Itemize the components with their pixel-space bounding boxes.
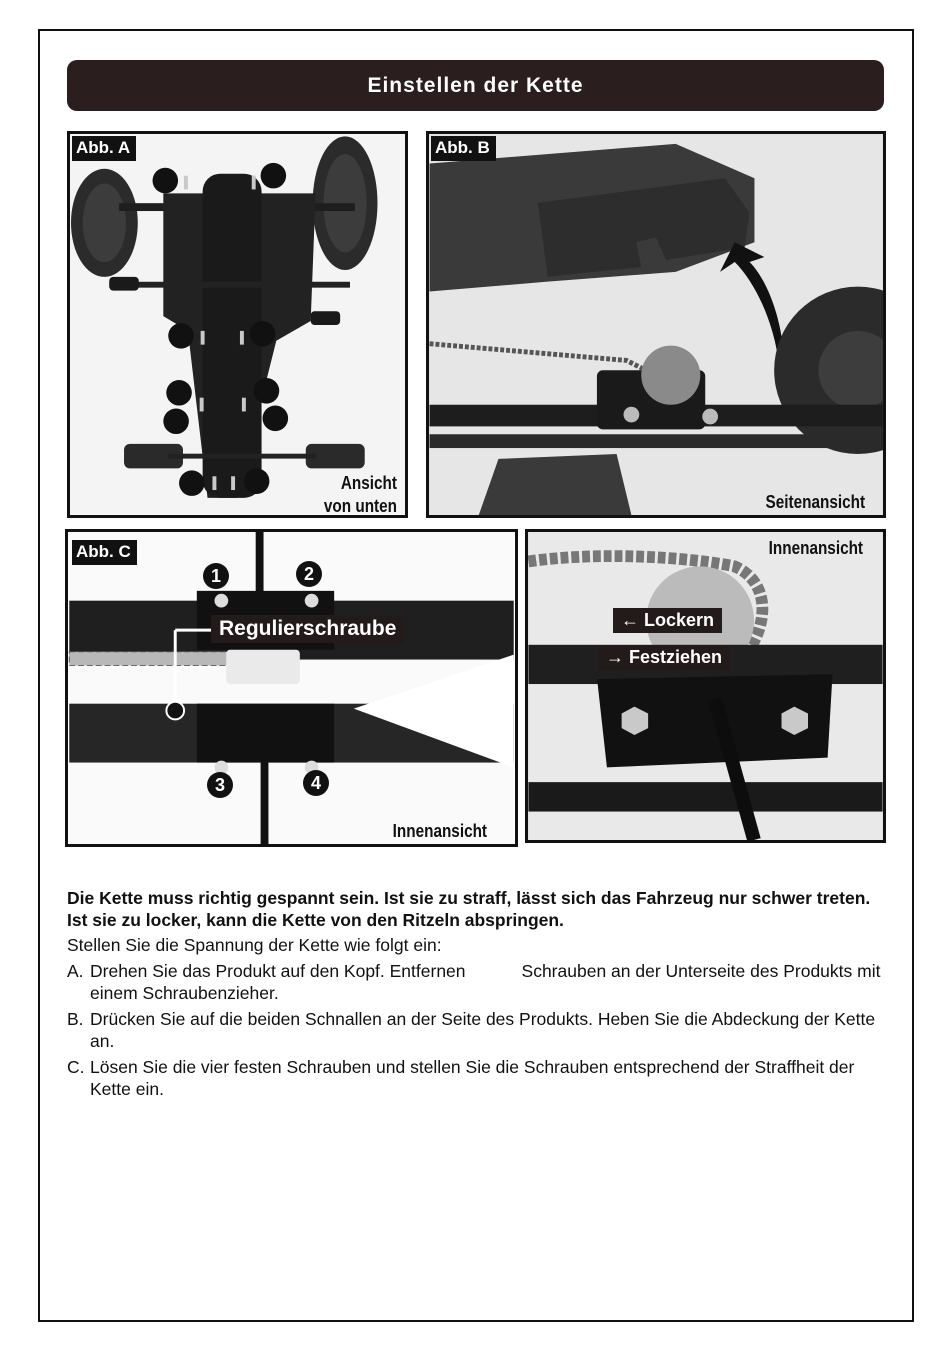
- figure-a-tag: Abb. A: [72, 136, 136, 161]
- figure-c-illustration: [68, 532, 515, 844]
- step-b-text: Drücken Sie auf die beiden Schnallen an der Seite des Produkts. Heben Sie die Abdeckung der Kette an.: [90, 1009, 876, 1051]
- tighten-text: Festziehen: [629, 647, 723, 667]
- step-a-text: [90, 960, 887, 1004]
- step-a-letter: A.: [67, 961, 84, 981]
- instructions: [67, 887, 887, 1100]
- figure-c-caption: Innenansicht: [392, 821, 487, 841]
- figure-b-caption: Seitenansicht: [765, 492, 865, 512]
- step-c-text: Lösen Sie die vier festen Schrauben und stellen Sie die Schrauben entsprechend der Straffheit der Kette ein.: [90, 1057, 855, 1099]
- lead-paragraph: Stellen Sie die Spannung der Kette wie folgt ein:: [67, 935, 442, 955]
- figure-a-caption-line1: Ansicht: [340, 473, 397, 493]
- loosen-label: [613, 608, 722, 633]
- section-title: [67, 60, 884, 111]
- figure-d-illustration: [528, 532, 883, 840]
- section-title-text: Einstellen der Kette: [367, 73, 584, 97]
- figure-b: [426, 131, 886, 518]
- step-b-letter: B.: [67, 1009, 84, 1029]
- figure-b-illustration: [429, 134, 883, 515]
- figure-a-caption-line2: von unten: [323, 496, 397, 516]
- figure-c-tag: Abb. C: [72, 540, 137, 565]
- figure-a: [67, 131, 408, 518]
- marker-3: 3: [207, 772, 233, 798]
- loosen-text: Lockern: [644, 610, 715, 630]
- figure-d-caption: Innenansicht: [768, 538, 863, 558]
- figure-b-tag: Abb. B: [431, 136, 496, 161]
- figure-d: [525, 529, 886, 843]
- step-a-text-part2: Schrauben an der Unterseite des Produkts mit einem Schraubenzieher.: [90, 961, 881, 1003]
- step-c-letter: C.: [67, 1057, 85, 1077]
- figure-c: [65, 529, 518, 847]
- marker-4: 4: [303, 770, 329, 796]
- arrow-left-icon: ←: [621, 610, 639, 630]
- step-a-text-part1: Drehen Sie das Produkt auf den Kopf. Entfernen: [90, 961, 466, 981]
- intro-paragraph: Die Kette muss richtig gespannt sein. Ist sie zu straff, lässt sich das Fahrzeug nur schwer treten. Ist sie zu locker, kann die Kette von den Ritzeln abspringen.: [67, 888, 871, 930]
- adjust-screw-label: Regulierschraube: [211, 615, 404, 643]
- step-c: [67, 1056, 887, 1100]
- figure-a-illustration: [70, 134, 405, 515]
- tighten-label: [598, 645, 730, 670]
- marker-2: 2: [296, 561, 322, 587]
- step-b: [67, 1008, 887, 1052]
- arrow-right-icon: →: [606, 647, 624, 667]
- marker-1: 1: [203, 563, 229, 589]
- step-a: [67, 960, 887, 1004]
- figure-a-caption: [324, 472, 397, 518]
